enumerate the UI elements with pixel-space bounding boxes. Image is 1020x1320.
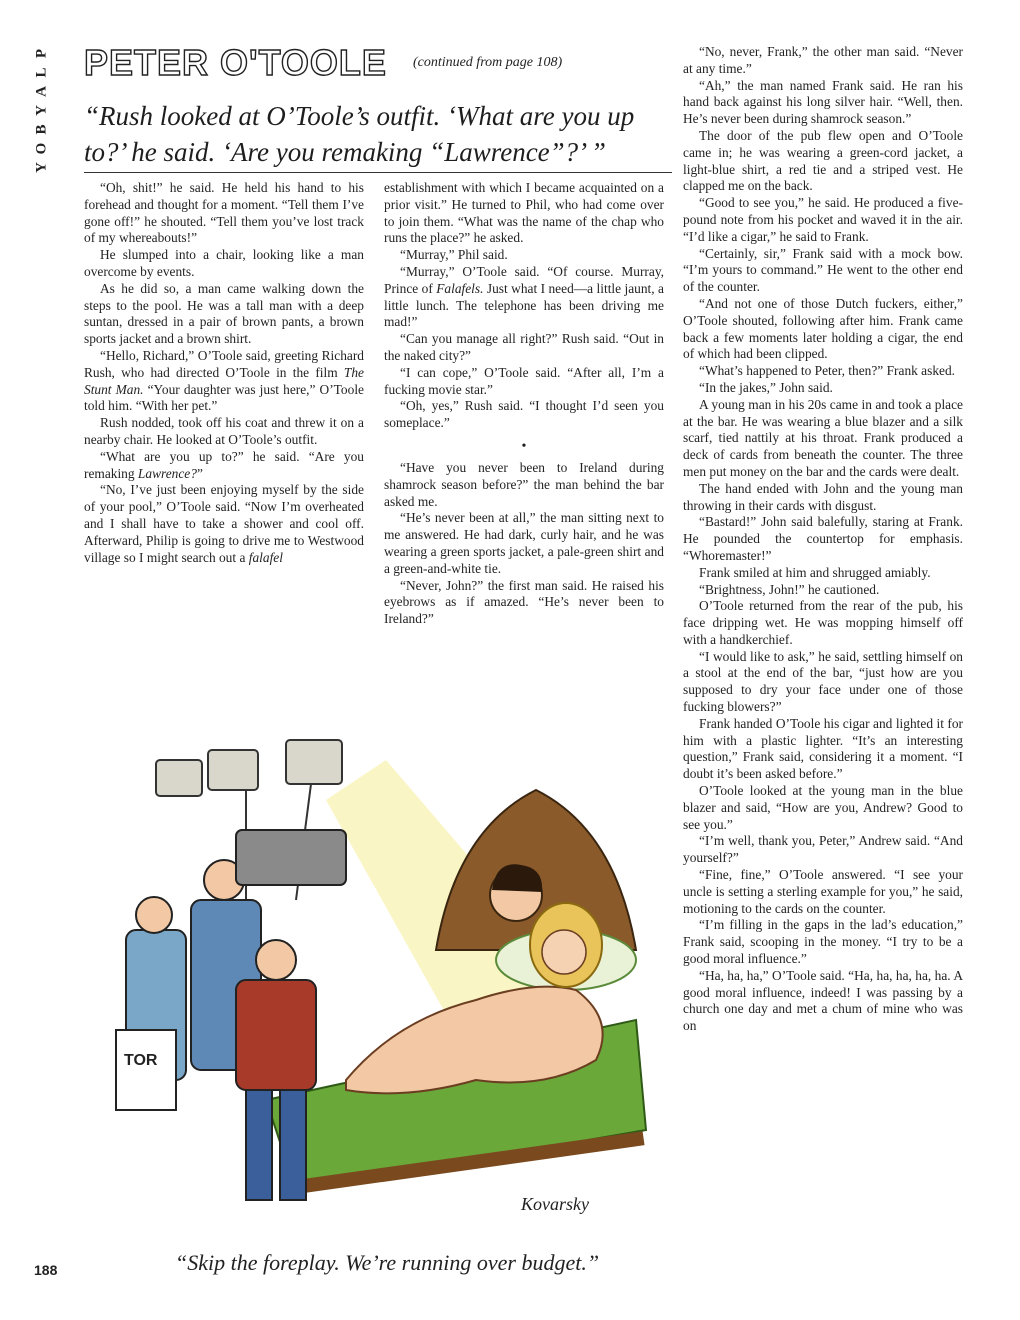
magazine-letter: L [33,67,50,78]
emphasis: falafel [248,549,283,565]
paragraph: O’Toole returned from the rear of the pub, his face dripping wet. He was mopping himself off with a handkerchief. [683,598,963,647]
paragraph: “Ah,” the man named Frank said. He ran his hand back against his long silver hair. “Well, then. He’s never been during shamrock season.” [683,77,963,127]
film-title: The Stunt Man. [84,364,364,397]
directors-chair-label: TOR [124,1052,158,1069]
paragraph: “Have you never been to Ireland during shamrock season before?” the man behind the bar asked me. [384,459,664,509]
paragraph: “And not one of those Dutch fuckers, either,” O’Toole shouted, following after him. Frank came back a few moments later holding a cigar, the end of which had been clipped. [683,295,963,362]
paragraph: Frank handed O’Toole his cigar and lighted it for him with a plastic lighter. “It’s an interesting question,” Frank said, considering it a moment. “I doubt it’s been asked before.” [683,715,963,782]
magazine-letter: A [33,86,50,97]
paragraph: “Can you manage all right?” Rush said. “Out in the naked city?” [384,331,664,363]
paragraph: “Certainly, sir,” Frank said with a mock bow. “I’m yours to command.” He went to the other end of the counter. [683,245,963,295]
text-run: “Your daughter was just here,” O’Toole told him. “With her pet.” [84,381,364,414]
paragraph: “I’m well, thank you, Peter,” Andrew said. “And yourself?” [683,833,963,866]
woman-face [542,930,586,974]
paragraph: “Fine, fine,” O’Toole answered. “I see your uncle is setting a sterling example for you,” he said, motioning to the cards on the counter. [683,867,963,916]
text-run: ” [196,465,203,481]
text-column-3 [683,44,963,1035]
paragraph: “No, never, Frank,” the other man said. “Never at any time.” [683,44,963,76]
paragraph [84,449,364,483]
magazine-letter: P [33,48,50,59]
text-run: Just what I need—a little jaunt, a little lunch. The telephone has been driving me mad!” [384,280,664,330]
paragraph: “Oh, yes,” Rush said. “I thought I’d seen you someplace.” [384,398,664,431]
paragraph: “Murray,” Phil said. [400,247,508,263]
paragraph: “Brightness, John!” he cautioned. [699,581,880,597]
paragraph: “Never, John?” the first man said. He raised his eyebrows as if amazed. “He’s never been to Ireland?” [384,577,664,627]
paragraph [384,264,664,331]
paragraph: The hand ended with John and the young man throwing in their cards with disgust. [683,480,963,513]
paragraph: “What’s happened to Peter, then?” Frank asked. [699,363,956,379]
article-title: PETER O'TOOLE [84,42,387,83]
pull-quote: “Rush looked at O’Toole’s outfit. ‘What are you up to?’ he said. ‘Are you remaking “Lawrence”?’ ” [84,101,635,167]
paragraph: “I can cope,” O’Toole said. “After all, I’m a fucking movie star.” [384,364,664,397]
film-title: Lawrence? [137,465,197,481]
text-run: “No, I’ve just been enjoying myself by the side of your pool,” O’Toole said. “Now I’m overheated and I shall have to take a shower and cool off. Afterward, Philip is going to drive me to Westwood village so I might search out a [84,482,364,565]
magazine-name-vertical [30,44,54,177]
paragraph: “Ha, ha, ha,” O’Toole said. “Ha, ha, ha, ha, ha. A good moral influence, indeed! I was passing by a church one day and met a chum of mine who was on [683,967,963,1034]
magazine-letter: Y [33,105,50,116]
magazine-letter: B [33,124,50,135]
header-rule [84,172,672,173]
paragraph: “I would like to ask,” he said, settling himself on a stool at the end of the bar, “just how are you supposed to dry your face under one of those fucking blowers?” [683,648,963,715]
paragraph: “I’m filling in the gaps in the lad’s education,” Frank said, scooping in the money. “I try to be a good moral influence.” [683,917,963,967]
cartoon-illustration [96,720,656,1230]
emphasis: Falafels. [436,280,484,296]
paragraph: Rush nodded, took off his coat and threw it on a nearby chair. He looked at O’Toole’s outfit. [84,415,364,447]
text-run: “Murray,” O’Toole said. “Of course. Murray, Prince of [384,263,664,296]
continued-from-note: (continued from page 108) [412,55,563,70]
cartoon-caption: “Skip the foreplay. We’re running over budget.” [175,1250,600,1275]
paragraph: establishment with which I became acquainted on a prior visit.” He turned to Phil, who had come over to join them. “What was the name of the chap who runs the place?” he asked. [384,180,664,246]
paragraph: O’Toole looked at the young man in the blue blazer and said, “How are you, Andrew? Good to see you.” [683,783,963,832]
text-run: “What are you up to?” he said. “Are you remaking [84,448,364,481]
paragraph: Frank smiled at him and shrugged amiably. [699,564,931,580]
paragraph: “Oh, shit!” he said. He held his hand to his forehead and thought for a moment. “Tell them I’ve gone off!” he shouted. “Tell them you’ve lost track of my whereabouts!” [84,180,364,246]
paragraph: As he did so, a man came walking down the steps to the pool. He was a tall man with a deep suntan, dressed in a pair of brown pants, a brown sports jacket and a brown shirt. [84,280,364,347]
paragraph [84,482,364,566]
paragraph: The door of the pub flew open and O’Toole came in; he was wearing a green-cord jacket, a light-blue shirt, a red tie and a striped vest. He clapped me on the back. [683,127,963,194]
text-column-1 [84,180,364,566]
paragraph: “Good to see you,” he said. He produced a five-pound note from his pocket and waved it in the air. “I’d like a cigar,” he said to Frank. [683,195,963,244]
page-number: 188 [34,1262,58,1278]
text-run: “Hello, Richard,” O’Toole said, greeting Richard Rush, who had directed O’Toole in the film [84,347,364,380]
cartoonist-signature: Kovarsky [521,1194,589,1214]
paragraph: “Bastard!” John said balefully, staring at Frank. He pounded the countertop for emphasis. “Whoremaster!” [683,514,963,563]
magazine-letter: Y [33,162,50,173]
paragraph [84,348,364,415]
paragraph: “In the jakes,” John said. [699,379,833,395]
article-header [84,42,674,82]
paragraph: “He’s never been at all,” the man sitting next to me answered. He had dark, curly hair, and he was wearing a green sports jacket, a pale-green shirt and a green-and-white tie. [384,510,664,576]
magazine-letter: O [33,142,50,155]
paragraph: He slumped into a chair, looking like a man overcome by events. [84,247,364,279]
paragraph: A young man in his 20s came in and took a place at the bar. He was wearing a blue blazer and a silk scarf, tied nattily at his throat. Frank produced a deck of cards from beneath the counter. The three men put money on the bar and the cards were dealt. [683,396,963,479]
section-break: • [521,438,527,454]
text-column-2 [384,180,664,628]
